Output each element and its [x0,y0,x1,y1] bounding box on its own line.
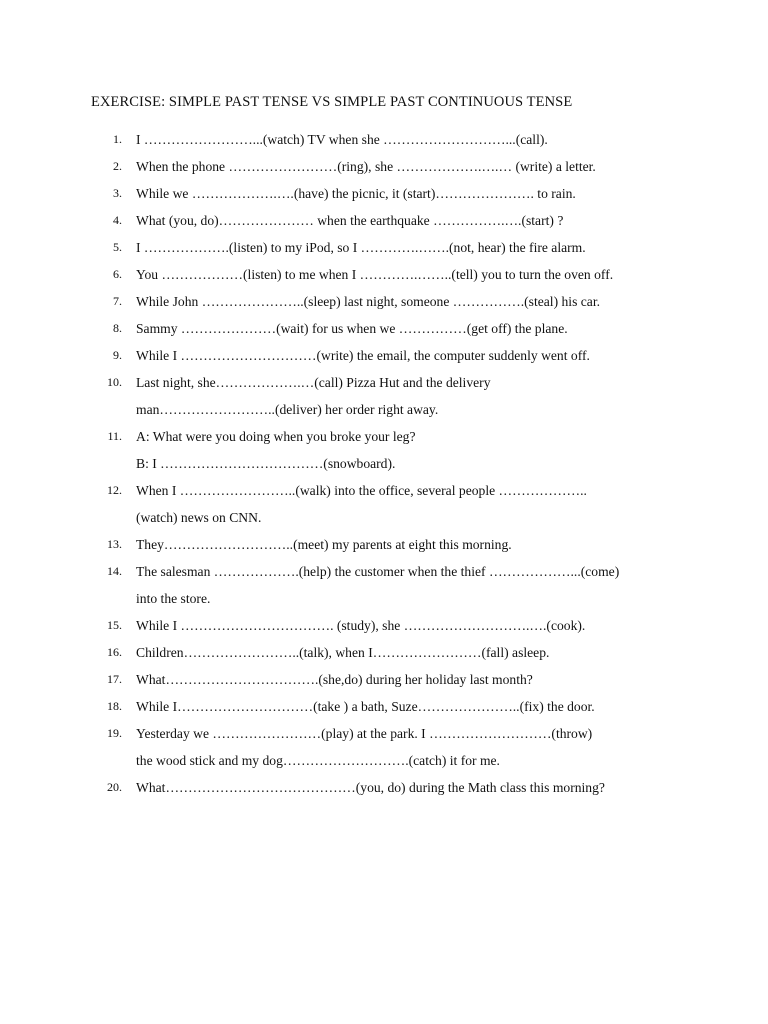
item-number: 5. [113,240,122,254]
exercise-item [0,774,768,801]
exercise-item [0,261,768,288]
item-text: Yesterday we ……………………(play) at the park. I ………………………(throw) [136,726,593,741]
item-text: While I…………………………(take ) a bath, Suze…………………..(fix) the door. [136,699,595,714]
item-number: 16. [107,645,122,659]
exercise-item [0,720,768,774]
item-number: 12. [107,483,122,497]
item-text: Children……………………..(talk), when I……………………(fall) asleep. [136,645,550,660]
item-number: 3. [113,186,122,200]
exercise-item [0,666,768,693]
item-number: 4. [113,213,122,227]
exercise-item [0,234,768,261]
exercise-item [0,180,768,207]
item-text: The salesman ……………….(help) the customer when the thief ………………...(come) [136,564,620,579]
item-number: 20. [107,780,122,794]
item-number: 2. [113,159,122,173]
item-text: While we ……………….….(have) the picnic, it (start)…………………. to rain. [136,186,576,201]
item-text: (watch) news on CNN. [136,510,262,525]
item-number: 10. [107,375,122,389]
exercise-item [0,423,768,477]
exercise-item [0,126,768,153]
exercise-item [0,288,768,315]
item-text: When I ……………………..(walk) into the office, several people ……………….. [136,483,587,498]
exercise-item [0,639,768,666]
item-number: 14. [107,564,122,578]
item-text: They………………………..(meet) my parents at eight this morning. [136,537,512,552]
item-text: Sammy …………………(wait) for us when we ……………(get off) the plane. [136,321,568,336]
item-text: into the store. [136,591,211,606]
item-text: Last night, she……………….…(call) Pizza Hut and the delivery [136,375,491,390]
exercise-item [0,315,768,342]
item-text: What (you, do)………………… when the earthquake …………….….(start) ? [136,213,564,228]
item-text: When the phone ……………………(ring), she ……………….….… (write) a letter. [136,159,596,174]
exercise-item [0,531,768,558]
page-title: EXERCISE: SIMPLE PAST TENSE VS SIMPLE PAST CONTINUOUS TENSE [91,94,573,110]
item-text: While I ……………………………. (study), she ……………………….….(cook). [136,618,586,633]
item-text: man……………………..(deliver) her order right away. [136,402,439,417]
item-number: 6. [113,267,122,281]
exercise-item [0,693,768,720]
item-number: 1. [113,132,122,146]
exercise-item [0,558,768,612]
item-text: B: I ………………………………(snowboard). [136,456,396,471]
item-number: 7. [113,294,122,308]
exercise-item [0,477,768,531]
item-number: 11. [107,429,122,443]
item-text: What…………………………….(she,do) during her holiday last month? [136,672,533,687]
item-text: the wood stick and my dog……………………….(catch) it for me. [136,753,500,768]
exercise-item [0,369,768,423]
item-text: You ………………(listen) to me when I ………….……..(tell) you to turn the oven off. [136,267,614,282]
item-text: While I …………………………(write) the email, the computer suddenly went off. [136,348,590,363]
item-number: 15. [107,618,122,632]
item-number: 13. [107,537,122,551]
item-number: 18. [107,699,122,713]
exercise-item [0,342,768,369]
item-text: A: What were you doing when you broke your leg? [136,429,416,444]
item-text: While John …………………..(sleep) last night, someone …………….(steal) his car. [136,294,600,309]
item-number: 19. [107,726,122,740]
item-number: 8. [113,321,122,335]
exercise-item [0,153,768,180]
item-number: 9. [113,348,122,362]
item-text: What……………………………………(you, do) during the Math class this morning? [136,780,605,795]
item-number: 17. [107,672,122,686]
item-text: I ……………….(listen) to my iPod, so I ………….…….(not, hear) the fire alarm. [136,240,586,255]
exercise-item [0,612,768,639]
exercise-item [0,207,768,234]
item-text: I ……………………...(watch) TV when she ………………………...(call). [136,132,548,147]
exercise-list [0,126,768,801]
